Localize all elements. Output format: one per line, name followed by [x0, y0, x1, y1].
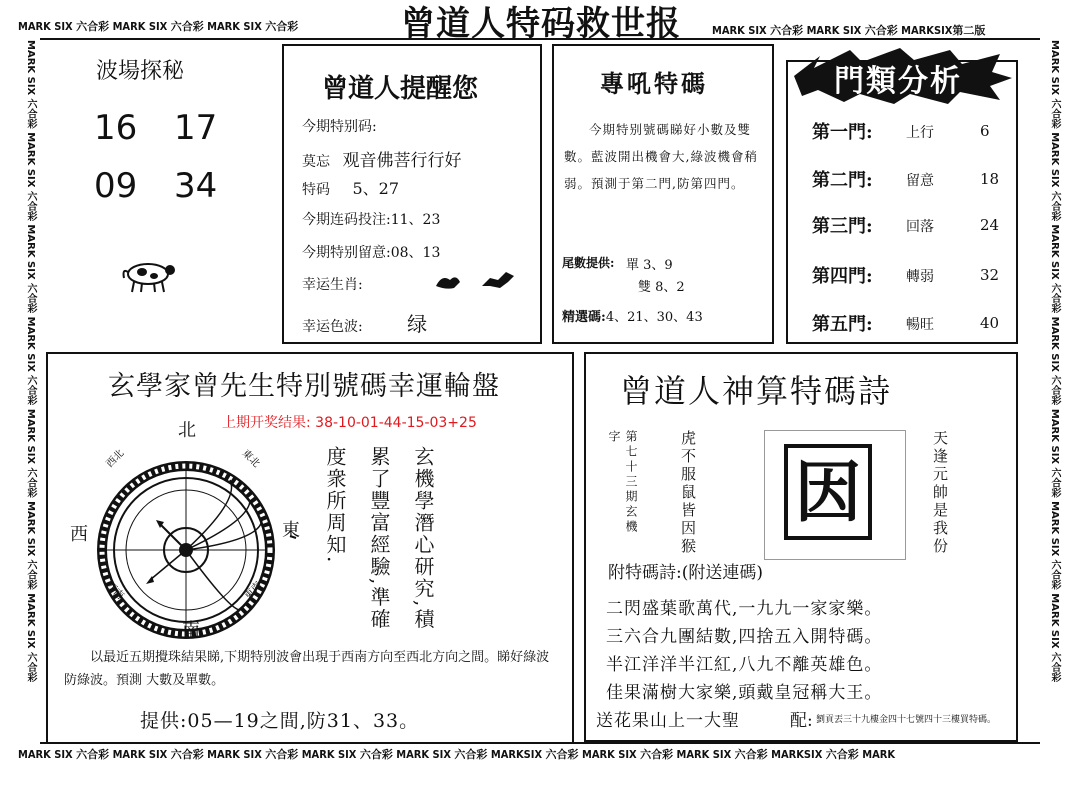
wave-num-4: 34	[174, 166, 218, 206]
special-title: 專吼特碼	[600, 69, 708, 98]
poem-line-4: 佳果滿樹大家樂,頭戴皇冠稱大王。	[606, 683, 883, 703]
lucky-wheel	[90, 440, 310, 640]
gate-num-2: 18	[980, 170, 1000, 188]
zodiac-icon-2	[480, 268, 516, 292]
gate-label-5: 第五門:	[812, 314, 873, 335]
top-border-strip-left: MARK SIX 六合彩 MARK SIX 六合彩 MARK SIX 六合彩	[18, 20, 299, 33]
wave-title: 波場探秘	[96, 59, 185, 84]
gates-title: 門類分析	[834, 64, 962, 99]
poem-char: 因	[784, 444, 872, 540]
gate-label-1: 第一門:	[812, 122, 873, 143]
wheel-column-1: 玄機學潛心研究,積	[411, 446, 435, 631]
bottom-border-strip: MARK SIX 六合彩 MARK SIX 六合彩 MARK SIX 六合彩 MARK SIX 六合彩 MARK SIX 六合彩 MARKSIX 六合彩 MARK SIX 六合彩 MARK SIX 六合彩 MARKSIX 六合彩 MARK	[18, 748, 896, 761]
dir-northwest: 西北	[104, 447, 127, 470]
poem-footer-pei: 配:	[790, 711, 813, 731]
gate-desc-1: 上行	[906, 125, 934, 141]
poem-title: 曾道人神算特碼詩	[620, 372, 893, 410]
special-pick-label: 精選碼:	[562, 310, 606, 325]
reminder-line-7-label: 幸运色波:	[302, 319, 363, 335]
reminder-line-7	[302, 308, 427, 337]
poem-line-2: 三六合九團結數,四捨五入開特碼。	[606, 627, 883, 647]
wheel-column-2: 累了豐富經驗,準確	[367, 446, 391, 631]
dir-east: 東	[282, 520, 300, 541]
special-tail-single: 單 3、9	[626, 258, 673, 273]
wheel-column-3: 度衆所周知.	[323, 446, 347, 565]
top-border-strip-right: MARK SIX 六合彩 MARK SIX 六合彩 MARKSIX第二版	[712, 24, 986, 37]
poem-sub: 附特碼詩:(附送連碼)	[608, 563, 763, 583]
dir-northeast: 東北	[239, 447, 262, 470]
poem-hint-1: 虎不服鼠皆因猴	[679, 430, 697, 556]
poem-line-3: 半江洋洋半江紅,八九不離英雄色。	[606, 655, 883, 675]
last-result: 上期开奖结果: 38-10-01-44-15-03+25	[222, 415, 477, 431]
poem-footer-small: 劉貢丟三十九樓金四十七號四十三樓買特碼。	[816, 715, 997, 725]
poem-line-1: 二閃盛葉歌萬代,一九九一家家樂。	[606, 599, 883, 619]
wheel-panel	[46, 352, 574, 744]
reminder-line-5: 今期特别留意:08、13	[302, 245, 441, 261]
gate-label-3: 第三門:	[812, 216, 873, 237]
page-title: 曾道人特码救世报	[401, 4, 681, 44]
dir-west: 西	[70, 524, 88, 545]
gate-desc-5: 暢旺	[906, 317, 934, 333]
wave-panel	[46, 42, 266, 342]
gate-num-3: 24	[980, 216, 1000, 234]
wave-num-1: 16	[94, 108, 138, 148]
reminder-panel	[282, 44, 542, 344]
gate-num-1: 6	[980, 122, 990, 140]
reminder-line-3-label: 特码	[302, 182, 330, 198]
reminder-line-2-text: 观音佛菩行行好	[342, 151, 462, 171]
dir-south: 南	[182, 620, 200, 641]
right-border-strip: MARK SIX 六合彩 MARK SIX 六合彩 MARK SIX 六合彩 MARK SIX 六合彩 MARK SIX 六合彩 MARK SIX 六合彩 MARK SIX 六合彩	[1049, 40, 1060, 683]
gate-label-4: 第四門:	[812, 266, 873, 287]
gate-num-4: 32	[980, 266, 1000, 284]
gate-desc-3: 回落	[906, 219, 934, 235]
reminder-line-1: 今期特别码:	[302, 119, 377, 135]
poem-footer-left: 送花果山上一大聖	[596, 711, 740, 731]
special-tail-label: 尾數提供:	[562, 256, 615, 270]
reminder-line-6	[302, 274, 363, 294]
wheel-provide: 提供:05—19之間,防31、33。	[140, 710, 420, 732]
special-tail-double: 雙 8、2	[638, 280, 685, 295]
zodiac-icon-1	[434, 272, 462, 292]
reminder-line-6-label: 幸运生肖:	[302, 277, 363, 293]
reminder-title: 曾道人提醒您	[322, 74, 479, 104]
wave-num-2: 17	[174, 108, 218, 148]
reminder-line-7-value: 绿	[407, 312, 428, 336]
reminder-line-3-text: 5、27	[352, 179, 399, 198]
special-panel	[552, 44, 774, 344]
dir-north: 北	[178, 420, 196, 441]
special-pick-value: 4、21、30、43	[605, 310, 703, 325]
special-pick	[562, 306, 703, 325]
reminder-line-2	[302, 146, 461, 171]
ox-icon	[118, 254, 178, 294]
reminder-line-4: 今期连码投注:11、23	[302, 212, 441, 228]
reminder-line-2-label: 莫忘	[302, 154, 330, 170]
dir-southwest: 西南	[103, 579, 126, 602]
gate-num-5: 40	[980, 314, 1000, 332]
dir-southeast: 東南	[242, 579, 265, 602]
special-paragraph: 今期特别號碼睇好小數及雙數。藍波開出機會大,綠波機會稍弱。預測于第二門,防第四門。	[564, 122, 758, 191]
wheel-title: 玄學家曾先生特別號碼幸運輪盤	[108, 371, 500, 402]
left-border-strip: MARK SIX 六合彩 MARK SIX 六合彩 MARK SIX 六合彩 MARK SIX 六合彩 MARK SIX 六合彩 MARK SIX 六合彩 MARK SIX 六合彩	[25, 40, 36, 683]
wheel-note: 以最近五期攪珠結果睇,下期特別波會出現于西南方向至西北方向之間。睇好綠波防綠波。預測 大數及單數。	[64, 650, 550, 688]
poem-hint-2: 天逢元帥是我份	[931, 430, 949, 556]
reminder-line-3	[302, 176, 399, 199]
poem-panel	[584, 352, 1018, 742]
gate-desc-2: 留意	[906, 173, 934, 189]
gate-label-2: 第二門:	[812, 170, 873, 191]
gate-desc-4: 轉弱	[906, 269, 934, 285]
poem-side-left: 第七十三期玄機字	[607, 430, 638, 535]
wave-num-3: 09	[94, 166, 138, 206]
